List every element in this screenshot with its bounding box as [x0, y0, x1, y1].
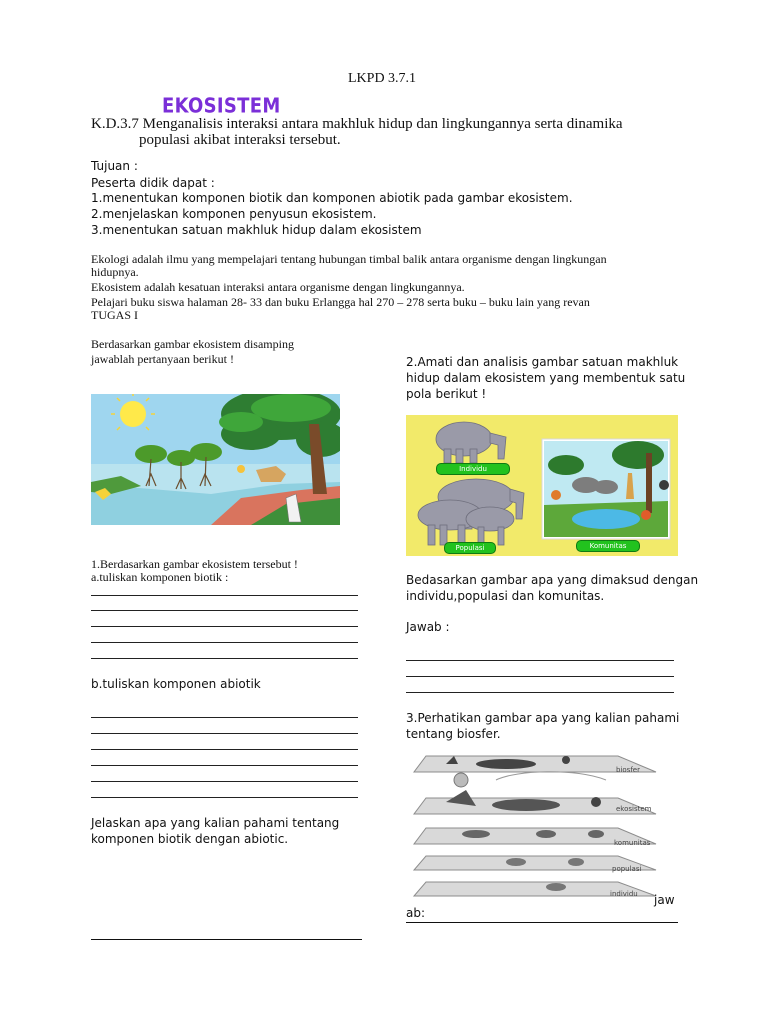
kd-line-1: K.D.3.7 Menganalisis interaksi antara makhluk hidup dan lingkungannya serta dinamika: [91, 116, 623, 132]
q1-line-2: a.tuliskan komponen biotik :: [91, 570, 229, 584]
answer-line-1b-3[interactable]: [91, 749, 358, 750]
q2-line-2: hidup dalam ekosistem yang membentuk satu: [406, 371, 686, 385]
answer-line-1a-2[interactable]: [91, 610, 358, 611]
layer-label-komunitas: komunitas: [614, 839, 651, 847]
answer-line-1b-4[interactable]: [91, 765, 358, 766]
elephant-population-icon: [418, 479, 524, 545]
intro-line-1: Ekologi adalah ilmu yang mempelajari tentang hubungan timbal balik antara organisme dengan lingkungan: [91, 252, 607, 266]
answer-prefix-jaw: jaw: [654, 893, 675, 907]
answer-line-1a-1[interactable]: [91, 595, 358, 596]
q2-ask-line-2: individu,populasi dan komunitas.: [406, 589, 605, 603]
page-title: EKOSISTEM: [162, 94, 281, 119]
q2-line-3: pola berikut !: [406, 387, 487, 401]
answer-label: Jawab :: [406, 620, 450, 634]
layer-label-populasi: populasi: [612, 865, 642, 873]
answer-line-3[interactable]: [406, 922, 678, 923]
q2-ask-line-1: Bedasarkan gambar apa yang dimaksud dengan: [406, 573, 699, 587]
objectives-heading: Tujuan :: [91, 159, 138, 173]
objectives-intro: Peserta didik dapat :: [91, 176, 215, 190]
intro-line-3: Ekosistem adalah kesatuan interaksi antara organisme dengan lingkungannya.: [91, 280, 465, 294]
layer-label-individu: individu: [610, 890, 638, 898]
q2-line-1: 2.Amati dan analisis gambar satuan makhluk: [406, 355, 679, 369]
q1-line-1: 1.Berdasarkan gambar ekosistem tersebut !: [91, 557, 298, 571]
answer-line-2-1[interactable]: [406, 660, 674, 661]
answer-line-1b-1[interactable]: [91, 717, 358, 718]
doc-code: LKPD 3.7.1: [348, 71, 417, 86]
answer-line-2-3[interactable]: [406, 692, 674, 693]
answer-line-1a-3[interactable]: [91, 626, 358, 627]
sun-icon: [120, 401, 146, 427]
elephant-individual-icon: [436, 422, 506, 463]
ecosystem-picture: [91, 394, 340, 525]
intro-line-4: Pelajari buku siswa halaman 28- 33 dan buku Erlangga hal 270 – 278 serta buku – buku lain yang revan: [91, 295, 590, 309]
task-label: TUGAS I: [91, 308, 138, 322]
answer-line-2-2[interactable]: [406, 676, 674, 677]
label-individu: Individu: [436, 463, 510, 475]
layer-label-ekosistem: ekosistem: [616, 805, 652, 813]
living-units-picture: [406, 415, 678, 556]
left-prompt-line-1: Berdasarkan gambar ekosistem disamping: [91, 337, 294, 351]
answer-line-1a-5[interactable]: [91, 658, 358, 659]
layer-label-biosfer: biosfer: [616, 766, 640, 774]
biosphere-layers-picture: [406, 750, 676, 900]
answer-line-1b-2[interactable]: [91, 733, 358, 734]
answer-prefix-ab: ab:: [406, 906, 426, 920]
explain-line-2: komponen biotik dengan abiotic.: [91, 832, 289, 846]
intro-line-2: hidupnya.: [91, 265, 139, 279]
answer-line-explain[interactable]: [91, 939, 362, 940]
answer-line-1a-4[interactable]: [91, 642, 358, 643]
label-komunitas: Komunitas: [576, 540, 640, 552]
answer-line-1b-6[interactable]: [91, 797, 358, 798]
objective-item-3: 3.menentukan satuan makhluk hidup dalam ekosistem: [91, 223, 422, 237]
q3-line-1: 3.Perhatikan gambar apa yang kalian pahami: [406, 711, 680, 725]
kd-line-2: populasi akibat interaksi tersebut.: [139, 132, 341, 148]
answer-line-1b-5[interactable]: [91, 781, 358, 782]
label-populasi: Populasi: [444, 542, 496, 554]
explain-line-1: Jelaskan apa yang kalian pahami tentang: [91, 816, 340, 830]
objective-item-2: 2.menjelaskan komponen penyusun ekosistem.: [91, 207, 377, 221]
left-prompt-line-2: jawablah pertanyaan berikut !: [91, 352, 234, 366]
objective-item-1: 1.menentukan komponen biotik dan komponen abiotik pada gambar ekosistem.: [91, 191, 573, 205]
q3-line-2: tentang biosfer.: [406, 727, 501, 741]
q1b-label: b.tuliskan komponen abiotik: [91, 677, 261, 691]
